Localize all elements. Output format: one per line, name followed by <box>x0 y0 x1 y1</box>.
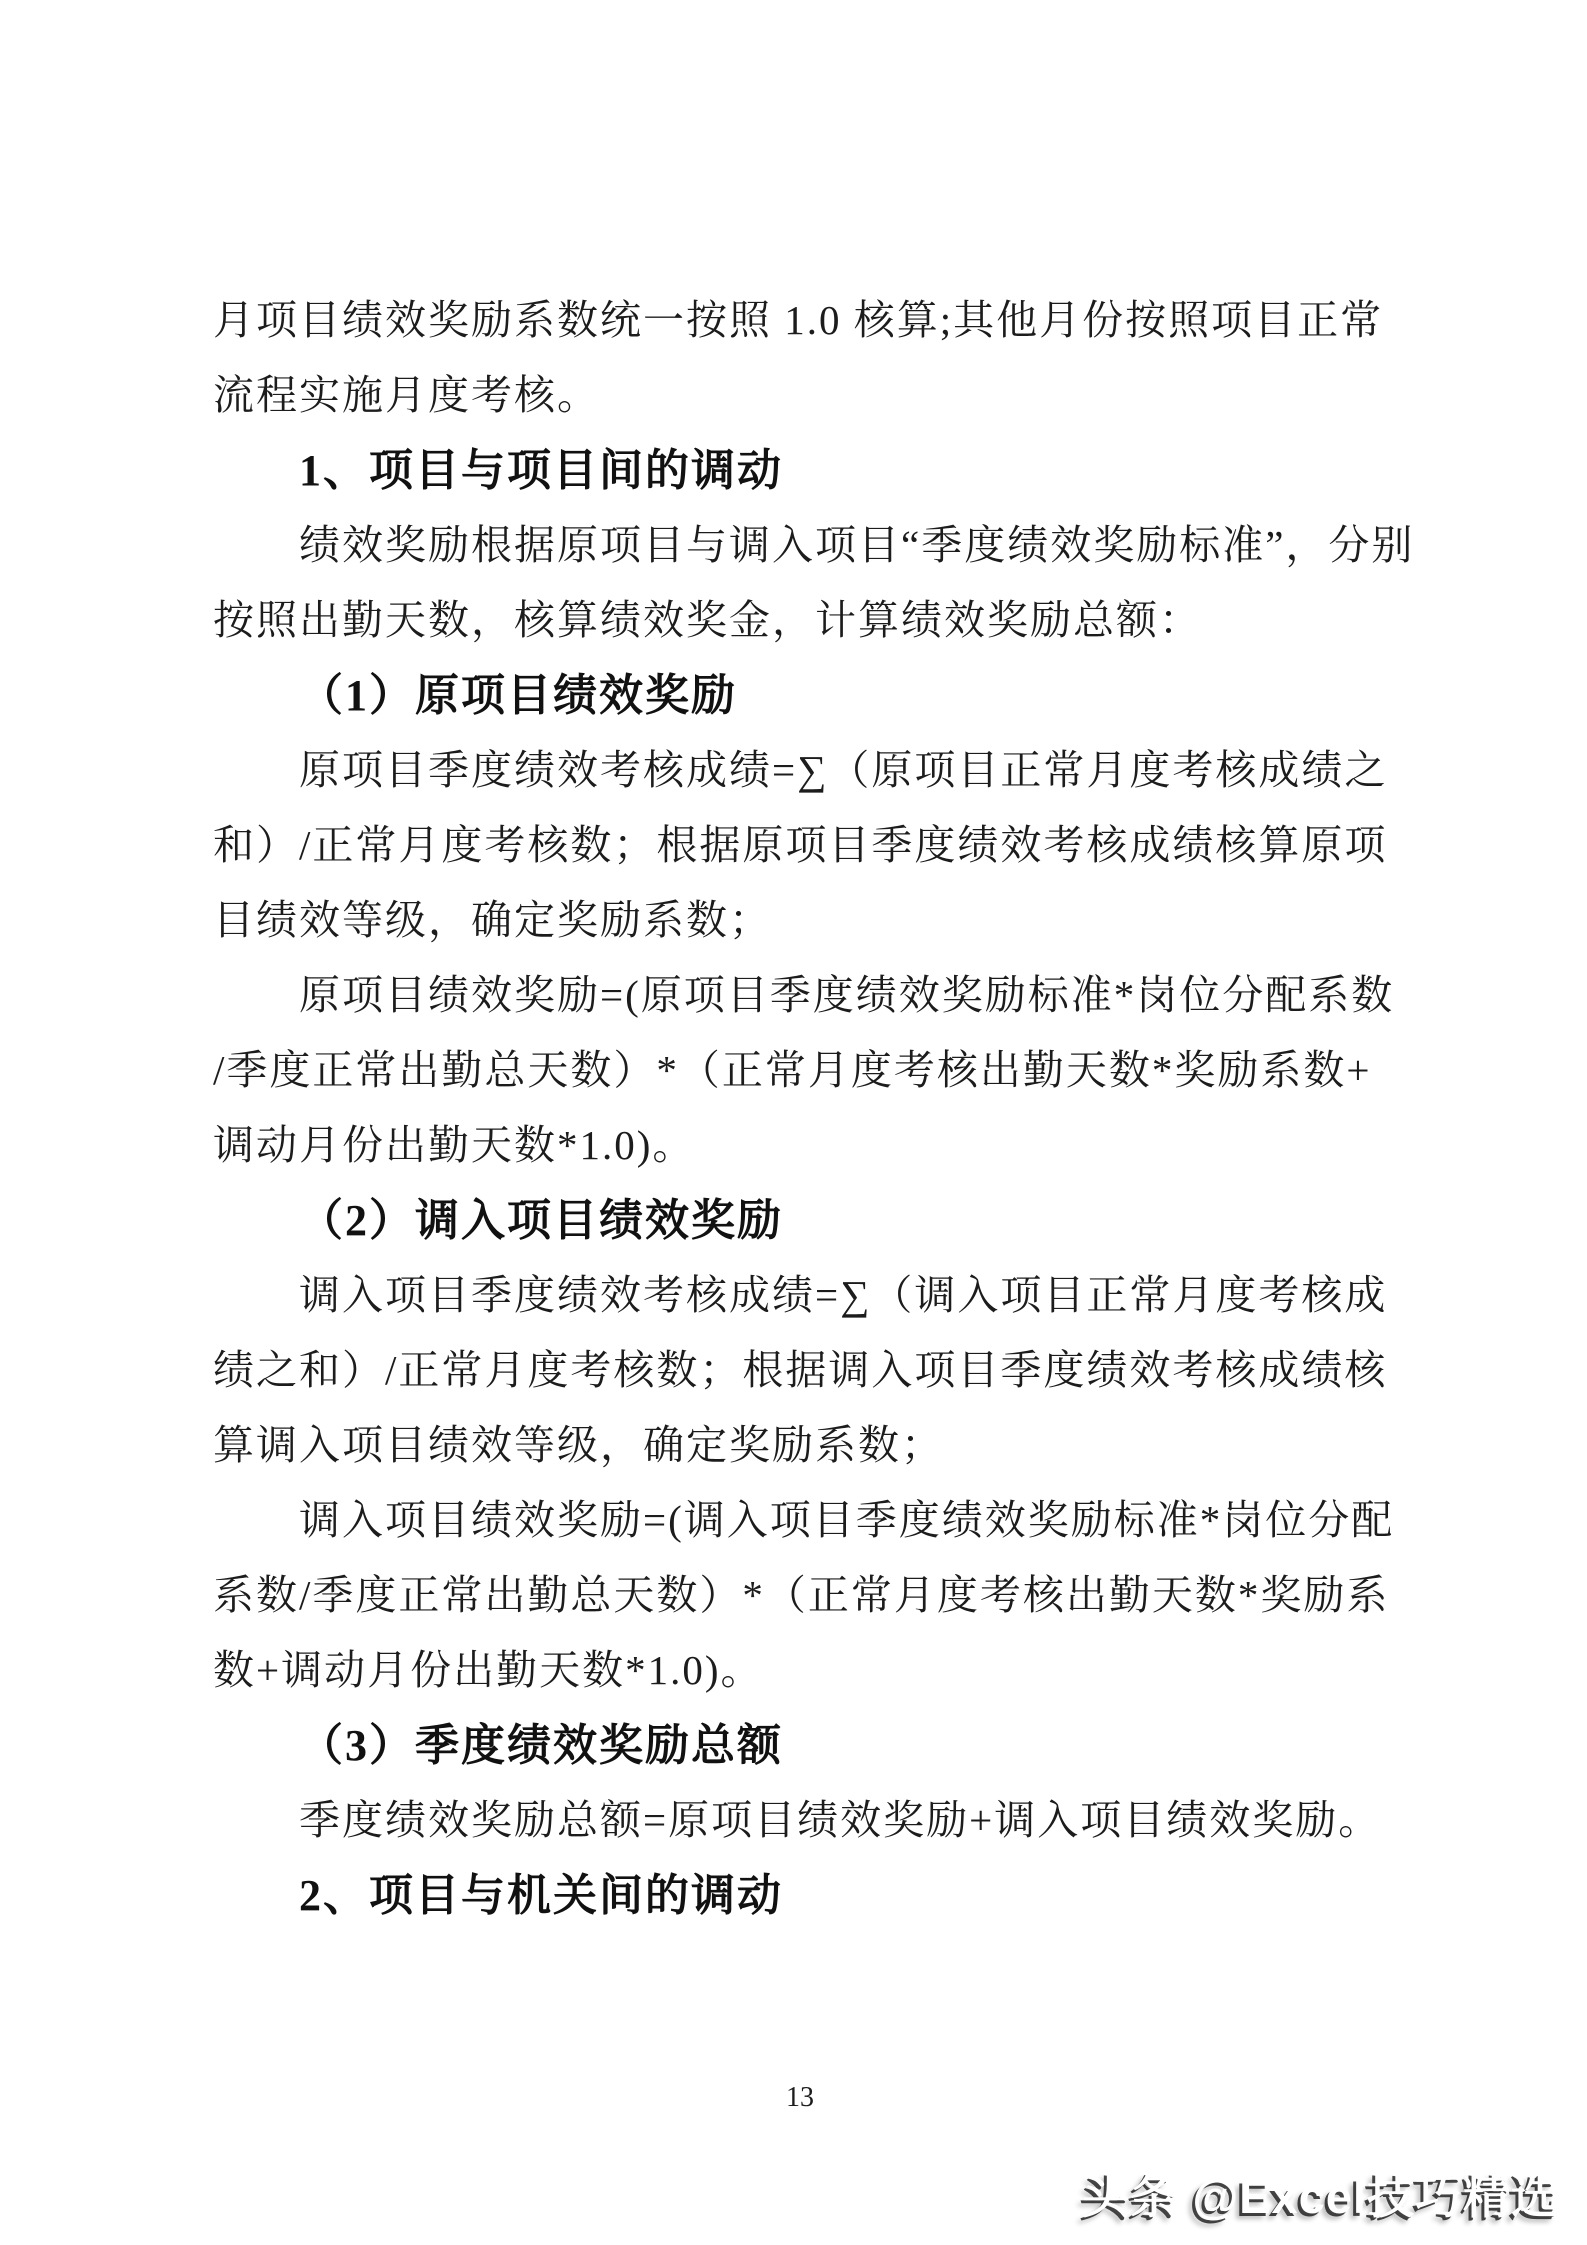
text-line: 季度绩效奖励总额=原项目绩效奖励+调入项目绩效奖励。 <box>299 1797 1382 1843</box>
text-line: 系数/季度正常出勤总天数）*（正常月度考核出勤天数*奖励系 <box>213 1572 1390 1618</box>
heading-line: 2、项目与机关间的调动 <box>299 1871 783 1920</box>
heading-line: （2）调入项目绩效奖励 <box>299 1196 783 1245</box>
heading-line: 1、项目与项目间的调动 <box>299 446 783 495</box>
text-line: 绩效奖励根据原项目与调入项目“季度绩效奖励标准”，分别 <box>299 522 1415 568</box>
text-line: 按照出勤天数，核算绩效奖金，计算绩效奖励总额： <box>213 597 1202 643</box>
heading-line: （3）季度绩效奖励总额 <box>299 1721 783 1770</box>
text-line: 原项目季度绩效考核成绩=∑（原项目正常月度考核成绩之 <box>299 747 1388 793</box>
text-line: 调入项目季度绩效考核成绩=∑（调入项目正常月度考核成 <box>299 1272 1388 1318</box>
text-line: 月项目绩效奖励系数统一按照 1.0 核算;其他月份按照项目正常 <box>213 297 1384 343</box>
text-line: 流程实施月度考核。 <box>213 372 600 418</box>
text-line: 和）/正常月度考核数；根据原项目季度绩效考核成绩核算原项 <box>213 822 1388 868</box>
heading-line: （1）原项目绩效奖励 <box>299 671 737 720</box>
text-line: 算调入项目绩效等级，确定奖励系数； <box>213 1422 944 1468</box>
text-line: 原项目绩效奖励=(原项目季度绩效奖励标准*岗位分配系数 <box>299 972 1395 1018</box>
text-line: 绩之和）/正常月度考核数；根据调入项目季度绩效考核成绩核 <box>213 1347 1388 1393</box>
watermark-text: 头条 @Excel技巧精选 <box>1082 2170 1559 2223</box>
page-number: 13 <box>786 2082 814 2113</box>
document-body <box>213 283 1423 1933</box>
text-line: 调入项目绩效奖励=(调入项目季度绩效奖励标准*岗位分配 <box>299 1497 1395 1543</box>
text-line: /季度正常出勤总天数）*（正常月度考核出勤天数*奖励系数+ <box>213 1047 1372 1093</box>
text-line: 调动月份出勤天数*1.0)。 <box>213 1122 696 1168</box>
text-line: 目绩效等级，确定奖励系数； <box>213 897 772 943</box>
text-line: 数+调动月份出勤天数*1.0)。 <box>213 1647 764 1693</box>
